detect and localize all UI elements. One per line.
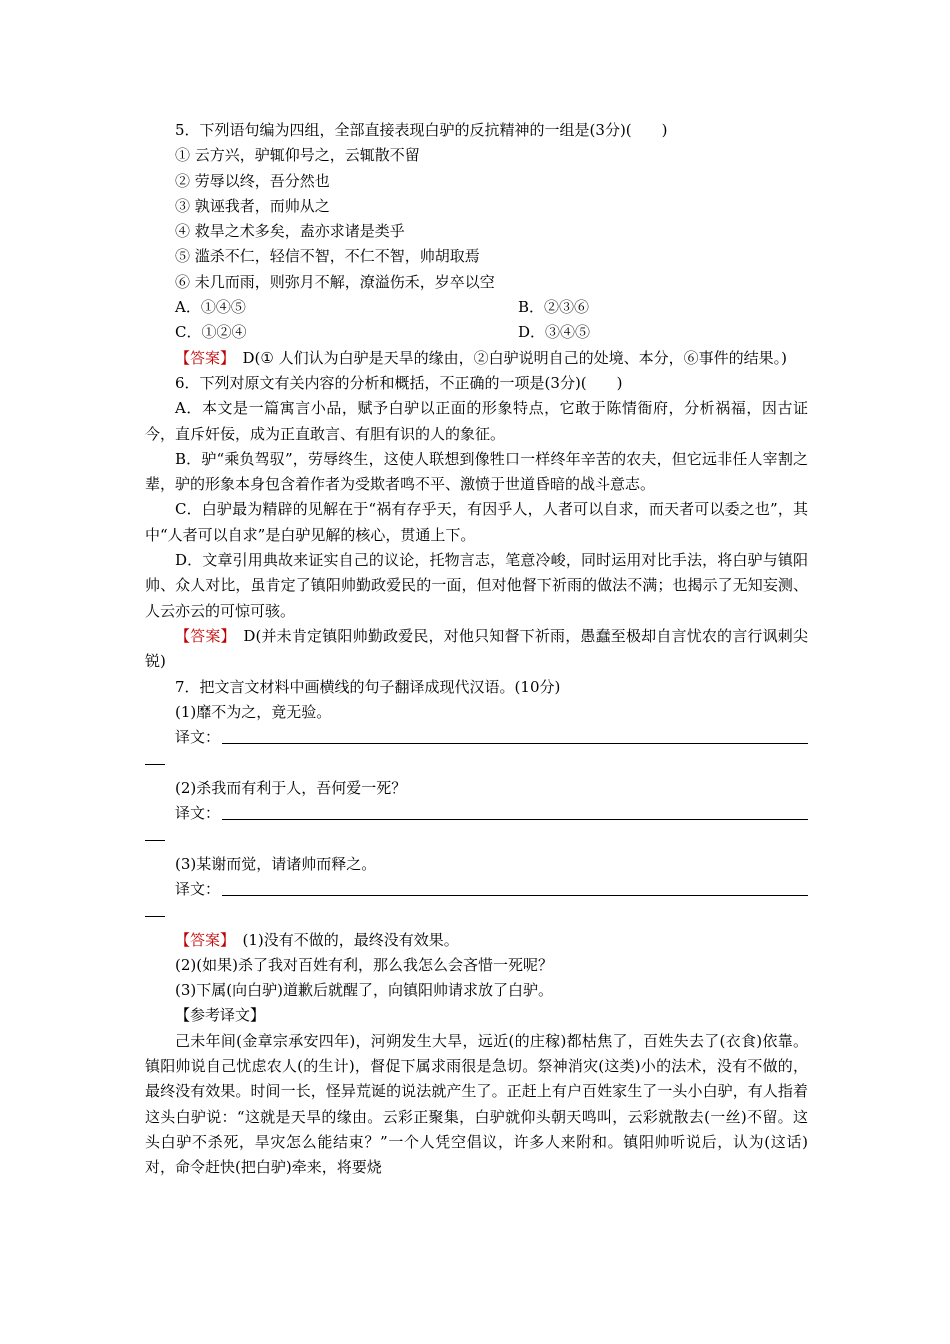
q7-translation-row-1 [145, 725, 808, 750]
q5-item-2: ② 劳辱以终，吾分然也 [175, 171, 330, 190]
q5-item-1: ① 云方兴，驴辄仰号之，云辄散不留 [175, 146, 420, 165]
answer-tag: 【答案】 [175, 930, 228, 949]
q5-option-d: D．③④⑤ [518, 323, 591, 342]
reference-translation: 己未年间(金章宗承安四年)，河朔发生大旱，远近(的庄稼)都枯焦了，百姓失去了(衣食)依靠。镇阳帅说自己忧虑农人(的生计)，督促下属求雨很是急切。祭神消灾(这类)小的法术，没有不做的，最终没有效果。时间一长，怪异荒诞的说法就产生了。正赶上有户百姓家生了一头小白驴，有人指着这头白驴说：“这就是天旱的缘由。云彩正聚集，白驴就仰头朝天鸣叫，云彩就散去(一丝)不留。这头白驴不杀死，旱灾怎么能结束？”一个人凭空倡议，许多人来附和。镇阳帅听说后，认为(这话)对，命令赶快(把白驴)牵来，将要烧 [145, 1031, 808, 1177]
answer-tag: 【答案】 [175, 348, 228, 367]
q6-option-a: A．本文是一篇寓言小品，赋予白驴以正面的形象特点，它敢于陈情衙府，分析祸福，因古证今，直斥奸佞，成为正直敢言、有胆有识的人的象征。 [145, 399, 808, 443]
q7-answer-2: (2)(如果)杀了我对百姓有利，那么我怎么会吝惜一死呢？ [175, 955, 553, 974]
q7-sentence-3: (3)某谢而觉，请诸帅而释之。 [175, 854, 377, 873]
reference-heading: 【参考译文】 [175, 1006, 266, 1025]
q7-sentence-1: (1)靡不为之，竟无验。 [175, 702, 332, 721]
answer-blank-stub[interactable] [145, 826, 165, 841]
translation-label: 译文： [175, 804, 221, 823]
answer-tag: 【答案】 [175, 626, 229, 645]
q7-blank-continuation-1 [145, 750, 808, 775]
answer-blank-stub[interactable] [145, 750, 165, 765]
q6-answer [145, 624, 808, 675]
document-page [145, 118, 808, 1180]
q7-translation-row-2 [145, 801, 808, 826]
question-7-stem: 7．把文言文材料中画横线的句子翻译成现代汉语。(10分) [175, 677, 561, 696]
q7-sentence-2: (2)杀我而有利于人，吾何爱一死？ [175, 778, 407, 797]
answer-blank-stub[interactable] [145, 902, 165, 917]
q5-option-b: B．②③⑥ [518, 298, 590, 317]
answer-text: D(① 人们认为白驴是天旱的缘由，②白驴说明自己的处境、本分，⑥事件的结果。) [227, 348, 787, 367]
answer-text: (1)没有不做的，最终没有效果。 [227, 930, 459, 949]
answer-blank-line[interactable] [222, 727, 808, 744]
question-5-stem: 5．下列语句编为四组，全部直接表现白驴的反抗精神的一组是(3分)( ) [175, 121, 668, 139]
q5-item-5: ⑤ 滥杀不仁，轻信不智，不仁不智，帅胡取焉 [175, 247, 480, 266]
q7-translation-row-3 [145, 877, 808, 902]
q5-options-row-2 [145, 320, 808, 345]
q5-item-4: ④ 救旱之术多矣，盍亦求诸是类乎 [175, 222, 405, 241]
q5-item-3: ③ 孰诬我者，而帅从之 [175, 196, 330, 215]
q5-option-c: C．①②④ [175, 323, 247, 342]
translation-label: 译文： [175, 728, 221, 747]
answer-blank-line[interactable] [222, 803, 808, 820]
q5-options-row-1 [145, 295, 808, 320]
question-6-stem: 6．下列对原文有关内容的分析和概括，不正确的一项是(3分)( ) [175, 373, 623, 392]
q7-blank-continuation-3 [145, 902, 808, 927]
q5-option-a: A．①④⑤ [175, 298, 246, 317]
q7-blank-continuation-2 [145, 826, 808, 851]
translation-label: 译文： [175, 879, 221, 898]
q7-answer-3: (3)下属(向白驴)道歉后就醒了，向镇阳帅请求放了白驴。 [175, 981, 553, 1000]
answer-text: D(并未肯定镇阳帅勤政爱民，对他只知督下祈雨，愚蠢至极却自言忧农的言行讽刺尖锐) [145, 626, 808, 671]
q5-item-6: ⑥ 未几而雨，则弥月不解，潦溢伤禾，岁卒以空 [175, 272, 495, 291]
answer-blank-line[interactable] [222, 879, 808, 896]
q5-answer [145, 346, 808, 371]
q7-answer-1 [145, 928, 808, 953]
q6-option-c: C．白驴最为精辟的见解在于“祸有存乎天，有因乎人，人者可以自求，而天者可以委之也”，其中“人者可以自求”是白驴见解的核心，贯通上下。 [145, 500, 808, 544]
q6-option-d: D．文章引用典故来证实自己的议论，托物言志，笔意冷峻，同时运用对比手法，将白驴与镇阳帅、众人对比，虽肯定了镇阳帅勤政爱民的一面，但对他督下祈雨的做法不满；也揭示了无知妄测、人云亦云的可惊可骇。 [145, 551, 808, 620]
q6-option-b: B．驴“乘负驾驭”，劳辱终生，这使人联想到像牲口一样终年辛苦的农夫，但它远非任人宰割之辈，驴的形象本身包含着作者为受欺者鸣不平、激愤于世道昏暗的战斗意志。 [145, 449, 808, 494]
